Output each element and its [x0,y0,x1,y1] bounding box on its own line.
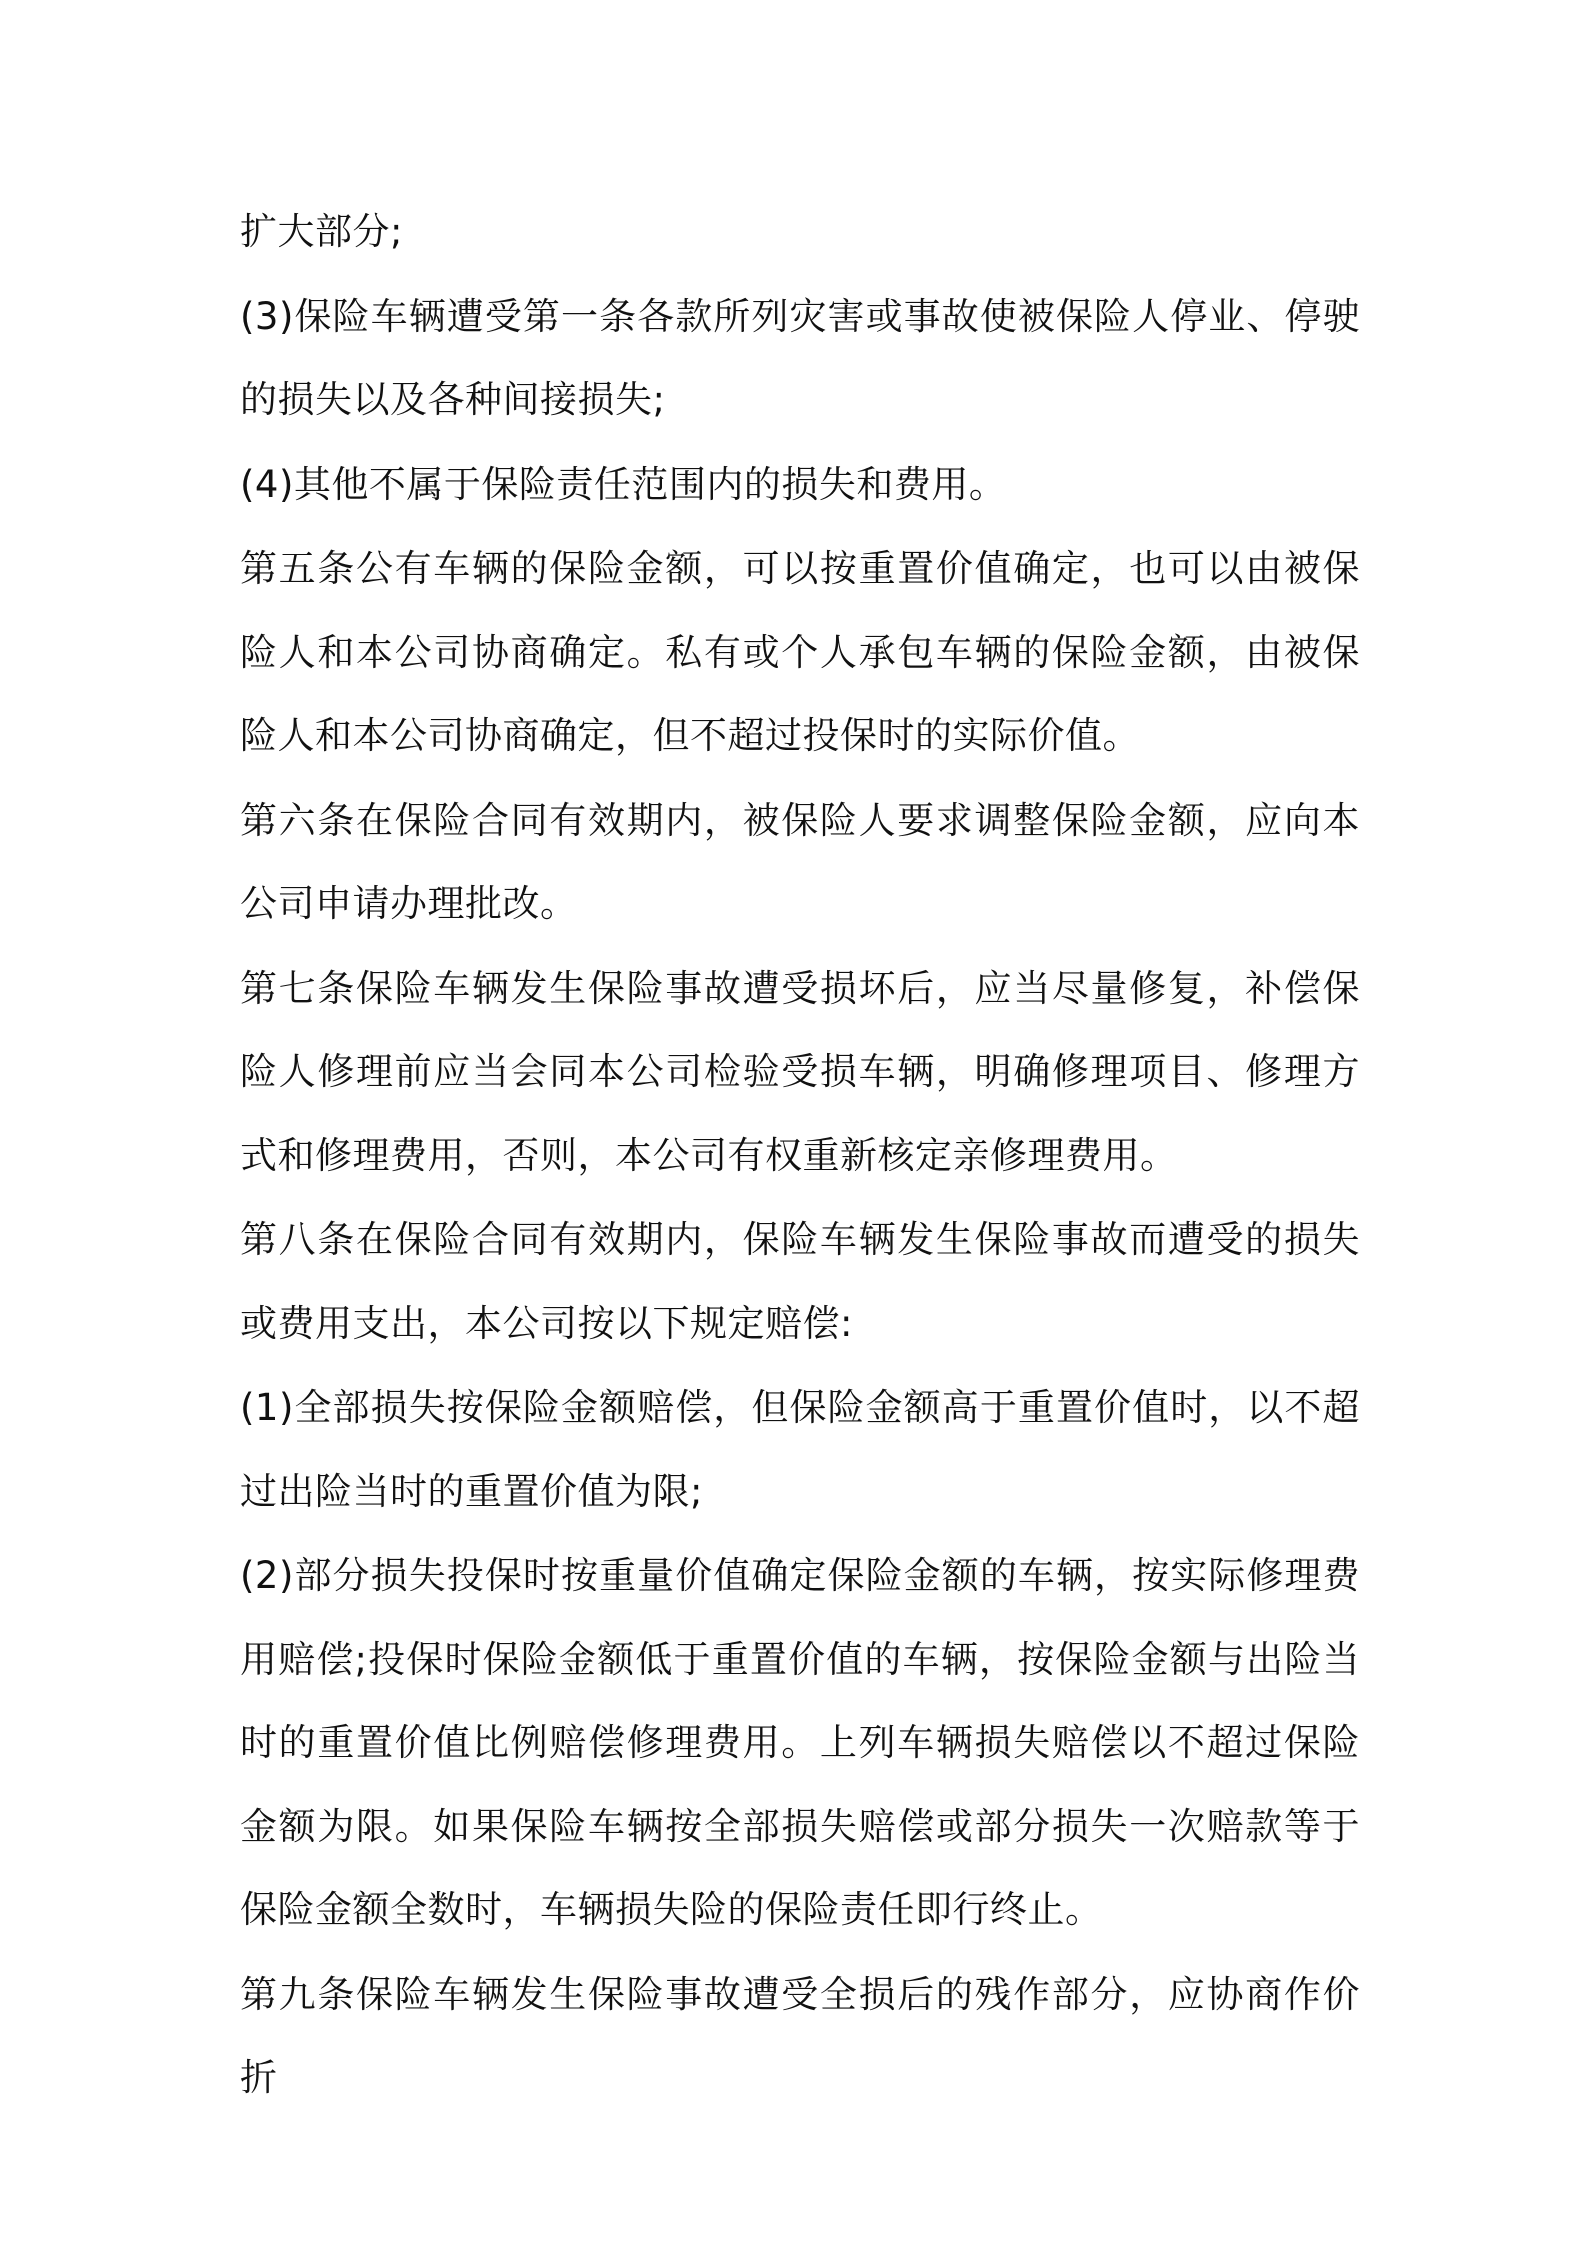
paragraph-7: 第八条在保险合同有效期内，保险车辆发生保险事故而遭受的损失或费用支出，本公司按以下规定赔偿: [240,1218,1360,1345]
paragraph-2: (3)保险车辆遭受第一条各款所列灾害或事故使被保险人停业、停驶的损失以及各种间接损失; [240,294,1360,421]
paragraph-9: (2)部分损失投保时按重量价值确定保险金额的车辆，按实际修理费用赔偿;投保时保险金额低于重置价值的车辆，按保险金额与出险当时的重置价值比例赔偿修理费用。上列车辆损失赔偿以不超过保险金额为限。如果保险车辆按全部损失赔偿或部分损失一次赔款等于保险金额全数时，车辆损失险的保险责任即行终止。 [240,1554,1360,1931]
paragraph-6: 第七条保险车辆发生保险事故遭受损坏后，应当尽量修复，补偿保险人修理前应当会同本公司检验受损车辆，明确修理项目、修理方式和修理费用，否则，本公司有权重新核定亲修理费用。 [240,966,1360,1177]
paragraph-4: 第五条公有车辆的保险金额，可以按重置价值确定，也可以由被保险人和本公司协商确定。私有或个人承包车辆的保险金额，由被保险人和本公司协商确定，但不超过投保时的实际价值。 [240,547,1360,757]
paragraph-10: 第九条保险车辆发生保险事故遭受全损后的残作部分，应协商作价折 [240,1972,1360,2099]
document-body [240,190,1360,2121]
paragraph-3: (4)其他不属于保险责任范围内的损失和费用。 [240,462,1007,506]
paragraph-8: (1)全部损失按保险金额赔偿，但保险金额高于重置价值时，以不超过出险当时的重置价值为限; [240,1386,1360,1513]
paragraph-1: 扩大部分; [240,210,403,253]
paragraph-5: 第六条在保险合同有效期内，被保险人要求调整保险金额，应向本公司申请办理批改。 [240,798,1360,925]
